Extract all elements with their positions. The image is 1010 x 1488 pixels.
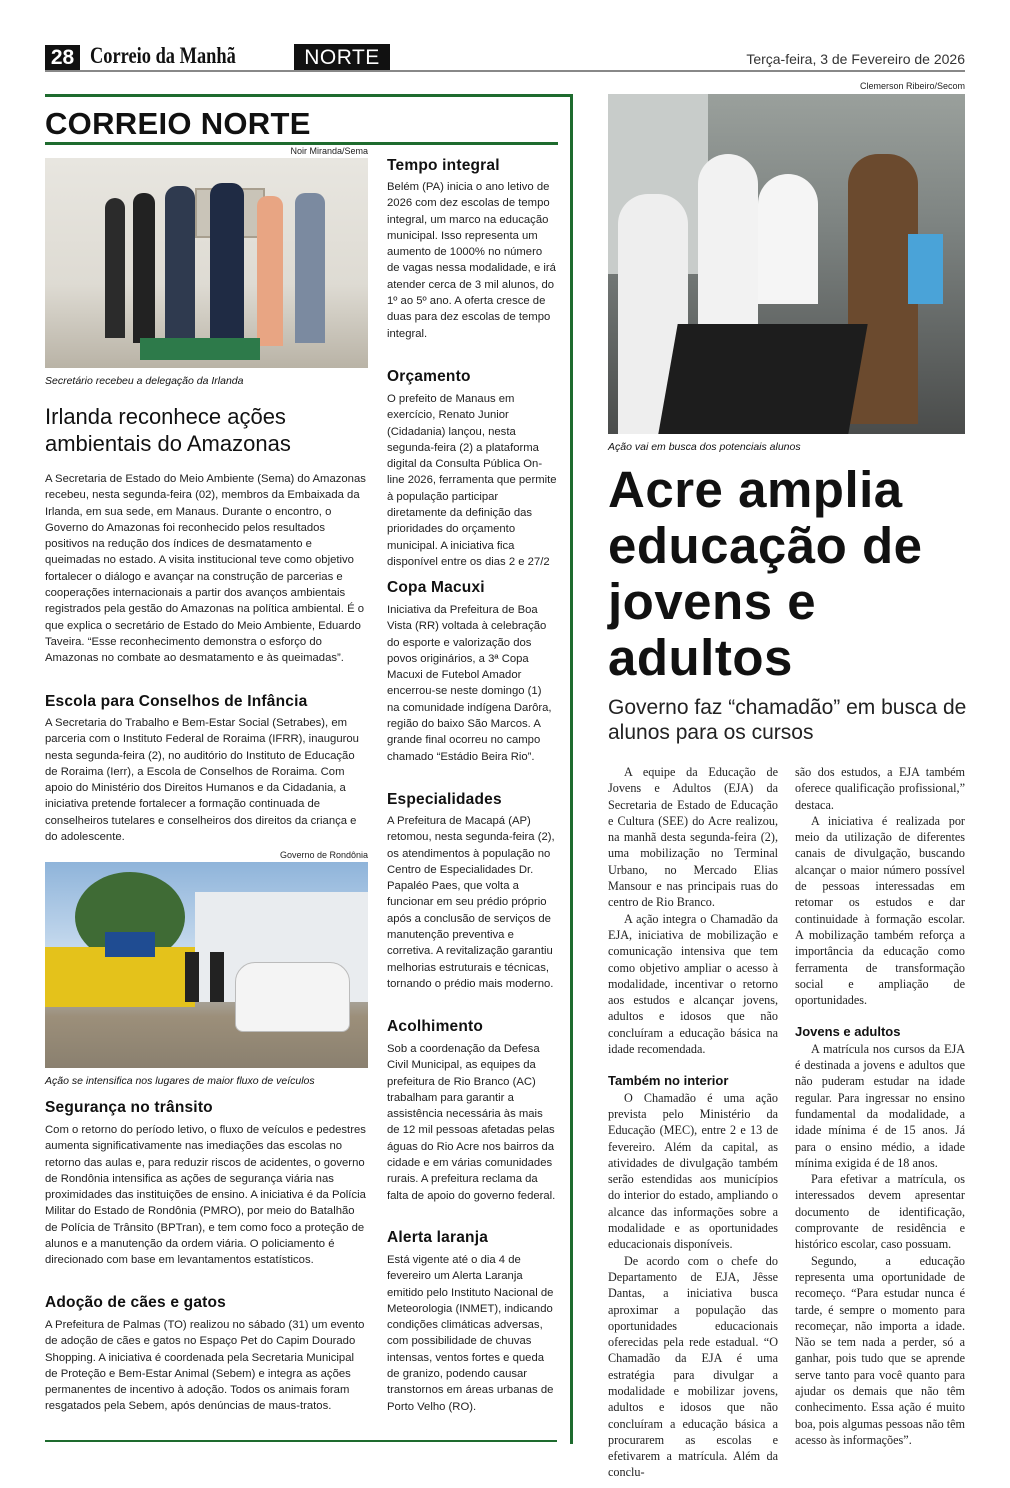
paragraph: O Chamadão é uma ação prevista pelo Ministério da Educação (MEC), entre 2 e 13 de fevereiro. Além da capital, as atividades de divulgação também serão estendidas aos municípios do interior do estado, ampliando o alcance das informações sobre a modalidade e as oportunidades educacionais disponíveis.	[608, 1090, 778, 1252]
section-border-bottom	[45, 1440, 557, 1442]
paragraph: De acordo com o chefe do Departamento de EJA, Jêsse Dantas, a iniciativa busca aproximar a população das oportunidades educacionais oferecidas pela rede estadual. “O Chamadão da EJA é uma estratégia para divulgar a modalidade e mobilizar jovens, adultos e idosos que não concluíram a educação básica a procurarem as escolas e efetivarem a matrícula. Além da conclu-	[608, 1253, 778, 1480]
paragraph: A iniciativa é realizada por meio da utilização de diferentes canais de divulgação, buscando alcançar o maior número possível de pessoas interessadas em retomar os estudos e dar continuidade à formação escolar. A mobilização também reforça a importância da educação como ferramenta de transformação social e ampliação de oportunidades.	[795, 813, 965, 1008]
brief-title: Escola para Conselhos de Infância	[45, 693, 308, 710]
article-body: A Secretaria de Estado do Meio Ambiente (Sema) do Amazonas recebeu, nesta segunda-feira (02), membros da Embaixada da Irlanda, em sua sede, em Manaus. Durante o encontro, o Governo do Amazonas foi reconhecido pelos resultados positivos na redução dos índices de desmatamento e queimadas no estado. A visita institucional teve como objetivo fortalecer o diálogo e avançar na construção de parcerias e cooperações internacionais a partir dos avanços ambientais registrados pela gestão do Amazonas na política ambiental. É o que explica o secretário de Estado do Meio Ambiente, Eduardo Taveira. “Esse reconhecimento demonstra o esforço do Amazonas no combate ao desmatamento e às queimadas”.	[45, 473, 366, 665]
article-headline: Irlanda reconhece ações ambientais do Amazonas	[45, 404, 291, 456]
brief-body: A Prefeitura de Palmas (TO) realizou no sábado (31) um evento de adoção de cães e gatos no Espaço Pet do Capim Dourado Shopping. A iniciativa é coordenada pela Secretaria Municipal de Proteção e Bem-Estar Animal (Sebem) e integra as ações permanentes de incentivo à adoção. Todos os animais foram resgatados pela Sebem, após denúncias de maus-tratos.	[45, 1319, 365, 1413]
brief-body: A Prefeitura de Macapá (AP) retomou, nesta segunda-feira (2), os atendimentos à população no Centro de Especialidades Dr. Papaléo Paes, que volta a funcionar em seu prédio próprio após a conclusão de serviços de manutenção preventiva e corretiva. A revitalização garantiu melhorias estruturais e técnicas, tornando o prédio mais moderno.	[387, 815, 555, 990]
section-kicker: CORREIO NORTE	[45, 106, 311, 141]
subheading: Jovens e adultos	[795, 1024, 901, 1040]
brief-title: Orçamento	[387, 368, 471, 385]
brief-title: Adoção de cães e gatos	[45, 1294, 226, 1311]
brief-body: Iniciativa da Prefeitura de Boa Vista (RR) voltada à celebração do esporte e valorização dos povos originários, a 3ª Copa Macuxi de Futebol Amador encerrou-se neste domingo (1) na comunidade indígena Darôra, região do baixo São Marcos. A grande final ocorreu no campo chamado “Estádio Beira Rio”.	[387, 604, 552, 763]
photo-credit: Clemerson Ribeiro/Secom	[859, 81, 965, 91]
brief-body: Está vigente até o dia 4 de fevereiro um Alerta Laranja emitido pelo Instituto Nacional de Meteorologia (INMET), indicando condições climáticas adversas, com possibilidade de chuvas intensas, ventos fortes e queda de granizo, podendo causar transtornos em áreas urbanas de Porto Velho (RO).	[387, 1254, 554, 1413]
photo-caption: Ação se intensifica nos lugares de maior fluxo de veículos	[45, 1075, 315, 1087]
eja-mobilization-photo	[608, 94, 965, 434]
paragraph: A equipe da Educação de Jovens e Adultos (EJA) da Secretaria de Estado de Educação e Cultura (SEE) do Acre realizou, na manhã desta segunda-feira (2), uma mobilização no Terminal Urbano, no Mercado Elias Mansour e nas principais ruas do centro de Rio Branco.	[608, 765, 778, 910]
brief-body: Sob a coordenação da Defesa Civil Municipal, as equipes da prefeitura de Rio Branco (AC) trabalham para garantir a assistência necessária às mais de 12 mil pessoas afetadas pelas águas do Rio Acre nos bairros da cidade e em várias comunidades rurais. A prefeitura reclama da falta de apoio do governo federal.	[387, 1043, 556, 1202]
section-border-right	[570, 94, 573, 1444]
paragraph: são dos estudos, a EJA também oferece qualificação profissional,” destaca.	[795, 765, 965, 812]
photo-caption: Ação vai em busca dos potenciais alunos	[608, 441, 801, 453]
article-deck: Governo faz “chamadão” em busca de alunos para os cursos	[608, 696, 967, 744]
paragraph: Segundo, a educação representa uma oportunidade de recomeço. “Para estudar nunca é tarde, é sempre o momento para recomeçar, não importa a idade. Não se tem nada a perder, só a ganhar, pois tudo que se aprende serve tanto para você quanto para ajudar os demais que não têm conhecimento. Essa ação é muito boa, pois algumas pessoas não têm acesso às informações”.	[795, 1253, 965, 1447]
brief-title: Copa Macuxi	[387, 579, 485, 596]
page-number: 28	[45, 45, 80, 70]
photo-credit: Noir Miranda/Sema	[290, 146, 368, 156]
brief-title: Especialidades	[387, 791, 502, 808]
section-label: NORTE	[294, 44, 390, 70]
paragraph: Para efetivar a matrícula, os interessados devem apresentar documento de identificação, comprovante de residência e histórico escolar, caso possuam.	[795, 1172, 965, 1252]
brief-title: Tempo integral	[387, 157, 500, 174]
kicker-rule	[45, 142, 558, 145]
photo-credit: Governo de Rondônia	[279, 850, 368, 860]
brief-body: Com o retorno do período letivo, o fluxo de veículos e pedestres aumenta significativamente nas imediações das escolas no retorno das aulas e, para reduzir riscos de acidentes, o governo de Rondônia intensifica as ações de segurança viária nas proximidades das instituições de ensino. A iniciativa é da Polícia Militar do Estado de Rondônia (PMRO), por meio do Batalhão de Polícia de Trânsito (BPTran), e tem como foco a proteção de alunos e a manutenção da ordem viária. O policiamento é direcionado com base em levantamentos estatísticos.	[45, 1124, 366, 1267]
subheading: Também no interior	[608, 1073, 729, 1089]
paragraph: A matrícula nos cursos da EJA é destinada a jovens e adultos que não puderam estudar na idade regular. Para ingressar no ensino fundamental da modalidade, a idade mínima é de 15 anos. Já para o ensino médio, a idade mínima exigida é de 18 anos.	[795, 1041, 965, 1170]
section-border-top	[45, 94, 573, 97]
article-column-1	[608, 764, 778, 1481]
newspaper-logo: Correio da Manhã	[90, 43, 236, 68]
delegation-photo	[45, 158, 368, 368]
article-column-2	[795, 764, 965, 1448]
paragraph: A ação integra o Chamadão da EJA, iniciativa de mobilização e comunicação intensiva que tem como objetivo ampliar o acesso à modalidade, incentivar o retorno aos estudos e alcançar jovens, adultos e idosos que não concluíram a educação básica na idade recomendada.	[608, 911, 778, 1057]
brief-title: Segurança no trânsito	[45, 1099, 213, 1116]
brief-title: Acolhimento	[387, 1018, 484, 1035]
header-rule	[45, 70, 965, 72]
photo-caption: Secretário recebeu a delegação da Irlanda	[45, 375, 244, 387]
issue-date: Terça-feira, 3 de Fevereiro de 2026	[746, 51, 965, 67]
brief-title: Alerta laranja	[387, 1229, 489, 1246]
traffic-police-photo	[45, 862, 368, 1068]
brief-body: O prefeito de Manaus em exercício, Renato Junior (Cidadania) lançou, nesta segunda-feira (2) a plataforma digital da Consulta Pública On-line 2026, ferramenta que permite à população participar diretamente da definição das prioridades do orçamento municipal. A iniciativa fica disponível entre os dias 2 e 27/2	[387, 393, 557, 568]
article-headline: Acre amplia educação de jovens e adultos	[608, 461, 923, 686]
brief-body: Belém (PA) inicia o ano letivo de 2026 com dez escolas de tempo integral, um marco na educação municipal. Isso representa um aumento de 1000% no número de vagas nessa modalidade, e irá atender cerca de 3 mil alunos, do 1º ao 5º ano. A oferta cresce de duas para dez escolas de tempo integral.	[387, 181, 556, 340]
brief-body: A Secretaria do Trabalho e Bem-Estar Social (Setrabes), em parceria com o Instituto Federal de Roraima (IFRR), inaugurou nesta segunda-feira (2), no auditório do Instituto de Educação de Roraima (Ierr), a Escola de Conselhos de Roraima. Com apoio do Ministério dos Direitos Humanos e da Cidadania, a iniciativa pretende fortalecer a formação continuada de conselheiros tutelares e conselheiros dos direitos da criança e do adolescente.	[45, 717, 359, 844]
